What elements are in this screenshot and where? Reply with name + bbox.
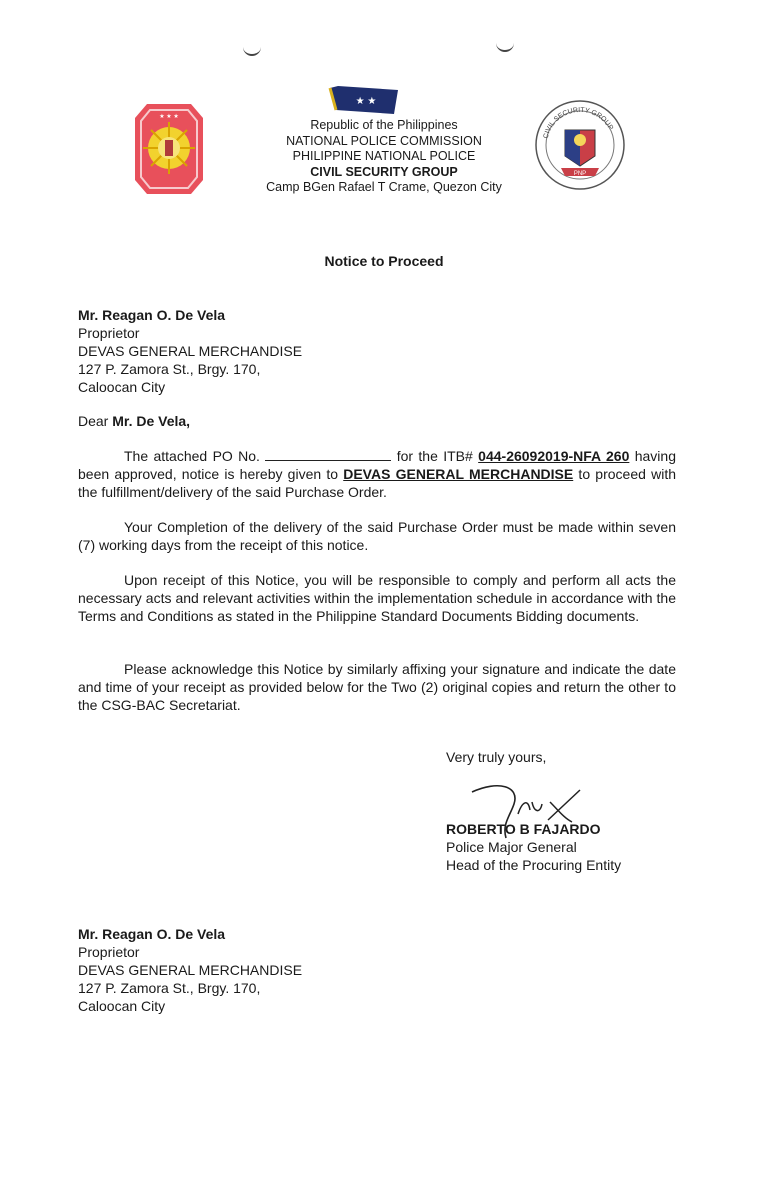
recipient-address-block (78, 306, 302, 396)
body-paragraph-2 (78, 518, 676, 554)
seal-arc-textpath: CIVIL SECURITY GROUP (542, 106, 614, 140)
company-name-highlight: DEVAS GENERAL MERCHANDISE (343, 466, 574, 482)
recipient-city: Caloocan City (78, 379, 166, 395)
ack-city: Caloocan City (78, 998, 166, 1014)
salutation (78, 412, 190, 430)
recipient-name: Mr. Reagan O. De Vela (78, 307, 226, 323)
letterhead-line-5: Camp BGen Rafael T Crame, Quezon City (266, 180, 502, 194)
svg-text:★ ★: ★ ★ (355, 96, 377, 107)
svg-text:★ ★ ★: ★ ★ ★ (159, 114, 179, 120)
body-paragraph-3 (78, 571, 676, 625)
letterhead (234, 118, 534, 196)
signatory-name: ROBERTO B FAJARDO (446, 821, 601, 837)
signatory-block (446, 820, 621, 874)
p1-text-d: to proceed with the fulfillment/delivery of the said Purchase Order. (78, 466, 676, 500)
ack-company: DEVAS GENERAL MERCHANDISE (78, 962, 303, 978)
p1-text-c: having been approved, notice is hereby given to (78, 448, 676, 482)
salutation-prefix: Dear (78, 413, 113, 429)
letterhead-line-4: CIVIL SECURITY GROUP (310, 164, 458, 179)
letterhead-line-3: PHILIPPINE NATIONAL POLICE (292, 149, 476, 163)
punch-hole-left (243, 46, 261, 56)
po-number-blank (265, 448, 391, 461)
valediction: Very truly yours, (446, 749, 547, 765)
recipient-position: Proprietor (78, 325, 140, 341)
itb-number: 044-26092019-NFA 260 (478, 448, 630, 464)
p2-text: Your Completion of the delivery of the said Purchase Order must be made within seven (7) working days from the receipt of this notice. (78, 519, 676, 553)
recipient-company: DEVAS GENERAL MERCHANDISE (78, 343, 303, 359)
seal-footer-text: PNP (573, 171, 587, 177)
salutation-name: Mr. De Vela, (112, 413, 191, 429)
civil-security-group-seal-logo (533, 98, 627, 192)
p3-text: Upon receipt of this Notice, you will be responsible to comply and perform all acts the necessary acts and relevant activities within the implementation schedule in accordance with the Terms and Conditions as stated in the Philippine Standard Documents Bidding documents. (78, 572, 676, 624)
p1-text-a: The attached PO No. (124, 448, 260, 464)
punch-hole-right (496, 42, 514, 52)
acknowledgement-address-block (78, 925, 302, 1015)
ack-street: 127 P. Zamora St., Brgy. 170, (78, 980, 261, 996)
star-flag-emblem (328, 84, 402, 120)
body-paragraph-4 (78, 660, 676, 714)
signatory-title: Head of the Procuring Entity (446, 857, 622, 873)
letterhead-line-1: Republic of the Philippines (310, 118, 458, 132)
ack-position: Proprietor (78, 944, 140, 960)
recipient-street: 127 P. Zamora St., Brgy. 170, (78, 361, 261, 377)
p4-text: Please acknowledge this Notice by similarly affixing your signature and indicate the date and time of your receipt as provided below for the Two (2) original copies and return the other to the CSG-BAC Secretariat. (78, 661, 676, 713)
ack-name: Mr. Reagan O. De Vela (78, 926, 226, 942)
pnp-seal-logo (133, 100, 205, 198)
letterhead-line-2: NATIONAL POLICE COMMISSION (286, 133, 482, 148)
p1-text-b: for the ITB# (391, 448, 479, 464)
body-paragraph-1 (78, 447, 676, 501)
document-title: Notice to Proceed (324, 253, 444, 269)
signatory-rank: Police Major General (446, 839, 577, 855)
